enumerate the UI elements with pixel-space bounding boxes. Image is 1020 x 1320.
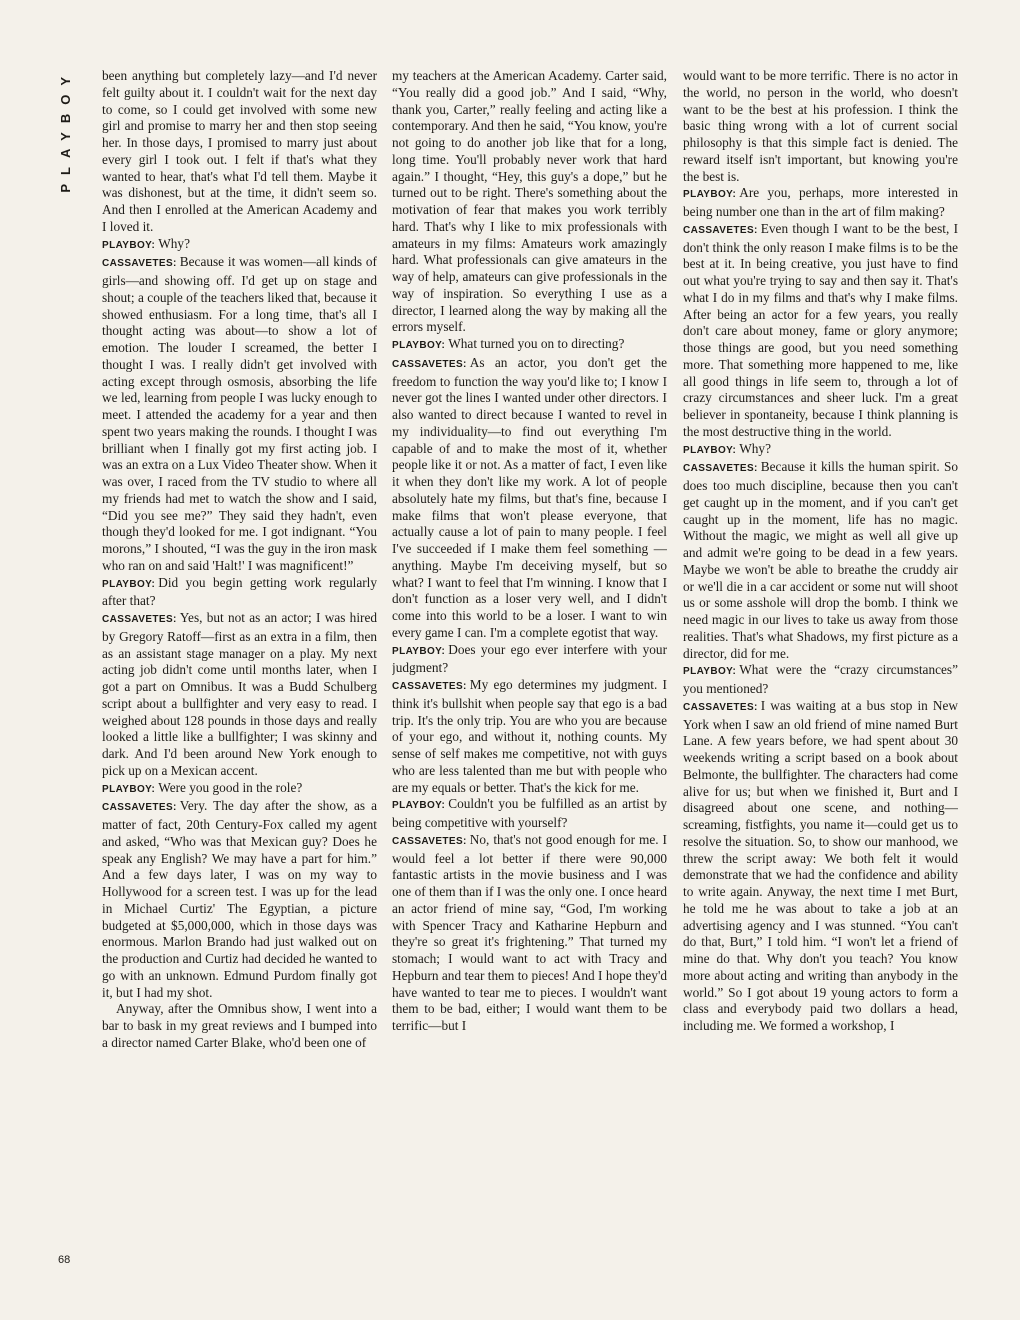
paragraph-text: would want to be more terrific. There is no actor in the world, no person in the world, who doesn't want to be the best at his profession. I think the basic thing wrong with a lot of current social philosophy is that this simple fact is denied. The reward itself isn't important, but knowing you're the best is. — [683, 68, 958, 184]
speaker-label: CASSAVETES: — [683, 463, 758, 475]
paragraph-text: As an actor, you don't get the freedom to function the way you'd like to; I know I never got the lines I wanted under other directors. I also wanted to direct because I wanted to revel in my individuality—to find out everything I'm capable of and to make the most of it, whether people like it or not. As a matter of fact, I even like it when they don't like my work. A lot of people absolutely hate my films, but that's fine, because I make films that won't please everyone, that actually cause a lot of pain to many people. I feel I've succeeded if I make them feel something —anything. Maybe I'm deceiving myself, but so what? I want to feel that I'm winning. I know that I don't function as a loser very well, and I didn't come into this world to be a loser. I want to win every game I can. I'm a complete egotist that way. — [392, 354, 667, 640]
interview-paragraph — [392, 677, 667, 796]
body-paragraph — [102, 68, 377, 236]
speaker-label: CASSAVETES: — [102, 802, 177, 814]
paragraph-text: Very. The day after the show, as a matter of fact, 20th Century-Fox called my agent and asked, “Who was that Mexican guy? Does he speak any English? We may have a part for him.” And a few days later, I was on my way to Hollywood for a screen test. I was up for the lead in Michael Curtiz' The Egyptian, a picture budgeted at $5,000,000, which in those days was enormous. Marlon Brando had just walked out on the production and Curtiz had decided he wanted to go with an unknown. Edmund Purdom finally got it, but I had my shot. — [102, 798, 377, 1000]
interview-paragraph — [683, 185, 958, 221]
speaker-label: PLAYBOY: — [683, 189, 737, 201]
paragraph-text: Couldn't you be fulfilled as an artist by being competitive with yourself? — [392, 796, 667, 830]
interview-paragraph — [683, 698, 958, 1035]
paragraph-text: my teachers at the American Academy. Carter said, “You really did a good job.” And I said, “Why, thank you, Carter,” really feeling and acting like a contemporary. And then he said, “You know, you're not going to do another job like that for a long, long time. You'll probably never work that hard again.” I thought, “Hey, this guy's a dope,” but he turned out to be right. There's something about the motivation of fear that makes you work terribly hard. That's why I like to mix professionals with amateurs in my films: Amateurs work amazingly hard. What professionals can give amateurs in the way of help, amateurs can give professionals in the way of inspiration. So everything I use as a director, I learned along the way by making all the errors myself. — [392, 68, 667, 335]
paragraph-text: What were the “crazy circumstances” you mentioned? — [683, 662, 958, 696]
interview-paragraph — [392, 832, 667, 1035]
paragraph-text: Did you begin getting work regularly after that? — [102, 574, 377, 609]
speaker-label: CASSAVETES: — [392, 681, 467, 692]
speaker-label: PLAYBOY: — [392, 340, 446, 351]
paragraph-text: Anyway, after the Omnibus show, I went into a bar to bask in my great reviews and I bumped into a director named Carter Blake, who'd been one of — [102, 1001, 377, 1050]
paragraph-text: Does your ego ever interfere with your judgment? — [392, 641, 667, 676]
paragraph-text: Why? — [739, 440, 771, 456]
interview-paragraph — [683, 221, 958, 441]
interview-paragraph — [102, 780, 377, 799]
speaker-label: PLAYBOY: — [392, 645, 446, 657]
speaker-label: PLAYBOY: — [102, 239, 156, 251]
body-paragraph — [102, 1001, 377, 1051]
page-number: 68 — [58, 1254, 71, 1266]
paragraph-text: Because it was women—all kinds of girls—and showing off. I'd get up on stage and shout; a couple of the teachers liked that, because it showed enthusiasm. For a long time, that's all I thought acting was about—to show a lot of emotion. The louder I screamed, the better I thought I was. I really didn't get involved with acting except through osmosis, absorbing the life we led, learning from people I was lucky enough to meet. I attended the academy for a year and then spent two years making the rounds. I thought I was brilliant when I finally got my first acting job. I was an extra on a Lux Video Theater show. When it was over, I raced from the TV studio to where all my friends had met to watch the show and I said, “Did you see me?” They said they hadn't, even though they'd looked for me. I got indignant. “You morons,” I shouted, “I was the guy in the iron mask who ran on and said 'Halt!' I was magnificent!” — [102, 254, 377, 573]
paragraph-text: Even though I want to be the best, I don't think the only reason I make films is to be the best at it. In being creative, you just have to find out what you're trying to say and then say it. That's what I do in my films and that's why I make films. After being an actor for a few years, you really don't care about money, fame or glory anymore; those things are good, but you need something more. That something more happened to me, like all good things in life seem to, through a lot of crazy circumstances and sheer luck. I'm a great believer in spontaneity, because I think planning is the most destructive thing in the world. — [683, 220, 958, 439]
paragraph-text: Yes, but not as an actor; I was hired by Gregory Ratoff—first as an extra in a film, then as an assistant stage manager on a play. My next acting job didn't come until months later, when I got a part on Omnibus. It was a Budd Schulberg script about a bullfighter and very easy to read. I weighed about 128 pounds in those days and really looked a little like a bullfighter; I was skinny and dark. And I'd been around New York enough to pick up on a Mexican accent. — [102, 610, 377, 778]
interview-paragraph — [102, 575, 377, 611]
paragraph-text: I was waiting at a bus stop in New York when I saw an old friend of mine named Burt Lane. A few years before, we had spent about 30 weekends writing a script based on a book about Belmonte, the bullfighter. The characters had come alive for us; but when we finished it, Burt and I disagreed about one scene, and nothing—screaming, fistfights, you name it—could get us to resolve the situation. So, to show our manhood, we threw the script away: We both felt it would demonstrate that we had the confidence and ability to write again. Anyway, the next time I met Burt, he told me he was about to take a job at an advertising agency and I was stunned. “You can't do that, Burt,” I told him. “I won't let a friend of mine do that. Why don't you teach? You know more about acting and writing than anybody in the world.” So I got about 19 young actors to form a class and everybody paid two dollars a head, including me. We formed a workshop, I — [683, 697, 958, 1033]
paragraph-text: Because it kills the human spirit. So does too much discipline, because then you can't get caught up in the moment, and if you can't get caught up in the moment, life has no magic. Without the magic, we might as well all give up and admit we're going to be dead in a few years. Maybe we won't be able to breathe the cruddy air or we'll die in a car accident or some nut will shoot us or some asshole will drop the bomb. I think we need magic in our lives to take us away from those realities. That's what Shadows, my first picture as a director, did for me. — [683, 459, 958, 661]
interview-paragraph — [683, 441, 958, 460]
speaker-label: PLAYBOY: — [683, 444, 737, 456]
paragraph-text: No, that's not good enough for me. I would feel a lot better if there were 90,000 fantastic artists in the movie business and I was one of them than if I was the only one. I once heard an actor friend of mine say, “God, I'm working with Spencer Tracy and Katharine Hepburn and they're so great it's frightening.” That turned my stomach; I would want to act with Tracy and Hepburn and tear them to pieces! And I hope they'd have wanted to tear me to pieces. I wouldn't want them to be bad, either; I would want them to be terrific—but I — [392, 831, 667, 1033]
text-column-1 — [102, 68, 377, 1268]
interview-paragraph — [102, 254, 377, 574]
speaker-label: CASSAVETES: — [683, 701, 758, 713]
speaker-label: PLAYBOY: — [102, 578, 156, 590]
speaker-label: CASSAVETES: — [102, 614, 177, 625]
body-paragraph — [683, 68, 958, 185]
text-column-3 — [683, 68, 958, 1268]
interview-paragraph — [683, 662, 958, 698]
interview-paragraph — [392, 796, 667, 832]
speaker-label: PLAYBOY: — [392, 800, 446, 812]
interview-paragraph — [102, 236, 377, 255]
interview-paragraph — [683, 459, 958, 662]
interview-paragraph — [392, 642, 667, 678]
paragraph-text: What turned you on to directing? — [448, 336, 625, 351]
interview-paragraph — [392, 355, 667, 642]
text-column-2 — [392, 68, 667, 1268]
speaker-label: CASSAVETES: — [392, 358, 467, 370]
paragraph-text: been anything but completely lazy—and I'd never felt guilty about it. I couldn't wait for the next day to come, so I could get involved with some new girl and promise to marry her and then stop seeing her. In those days, I promised to marry just about every girl I took out. I felt if that's what they wanted to hear, that's what I'd tell them. Maybe it was dishonest, but at the time, it didn't seem so. And then I enrolled at the American Academy and I loved it. — [102, 68, 377, 234]
paragraph-text: Were you good in the role? — [158, 779, 303, 795]
speaker-label: CASSAVETES: — [102, 258, 177, 270]
interview-paragraph — [102, 798, 377, 1001]
body-paragraph — [392, 68, 667, 336]
masthead: PLAYBOY — [58, 68, 73, 193]
speaker-label: PLAYBOY: — [683, 666, 737, 678]
paragraph-text: Are you, perhaps, more interested in being number one than in the art of film making? — [683, 185, 958, 219]
interview-paragraph — [102, 610, 377, 780]
paragraph-text: My ego determines my judgment. I think it's bullshit when people say that ego is a bad trip. It's the only trip. You are who you are because of your ego, and without it, nothing counts. My sense of self makes me competitive, not with guys who are less talented than me but with people who are my equals or better. That's the kick for me. — [392, 677, 667, 795]
speaker-label: CASSAVETES: — [683, 224, 758, 236]
interview-paragraph — [392, 336, 667, 355]
paragraph-text: Why? — [158, 235, 190, 251]
speaker-label: PLAYBOY: — [102, 783, 156, 795]
speaker-label: CASSAVETES: — [392, 835, 467, 847]
